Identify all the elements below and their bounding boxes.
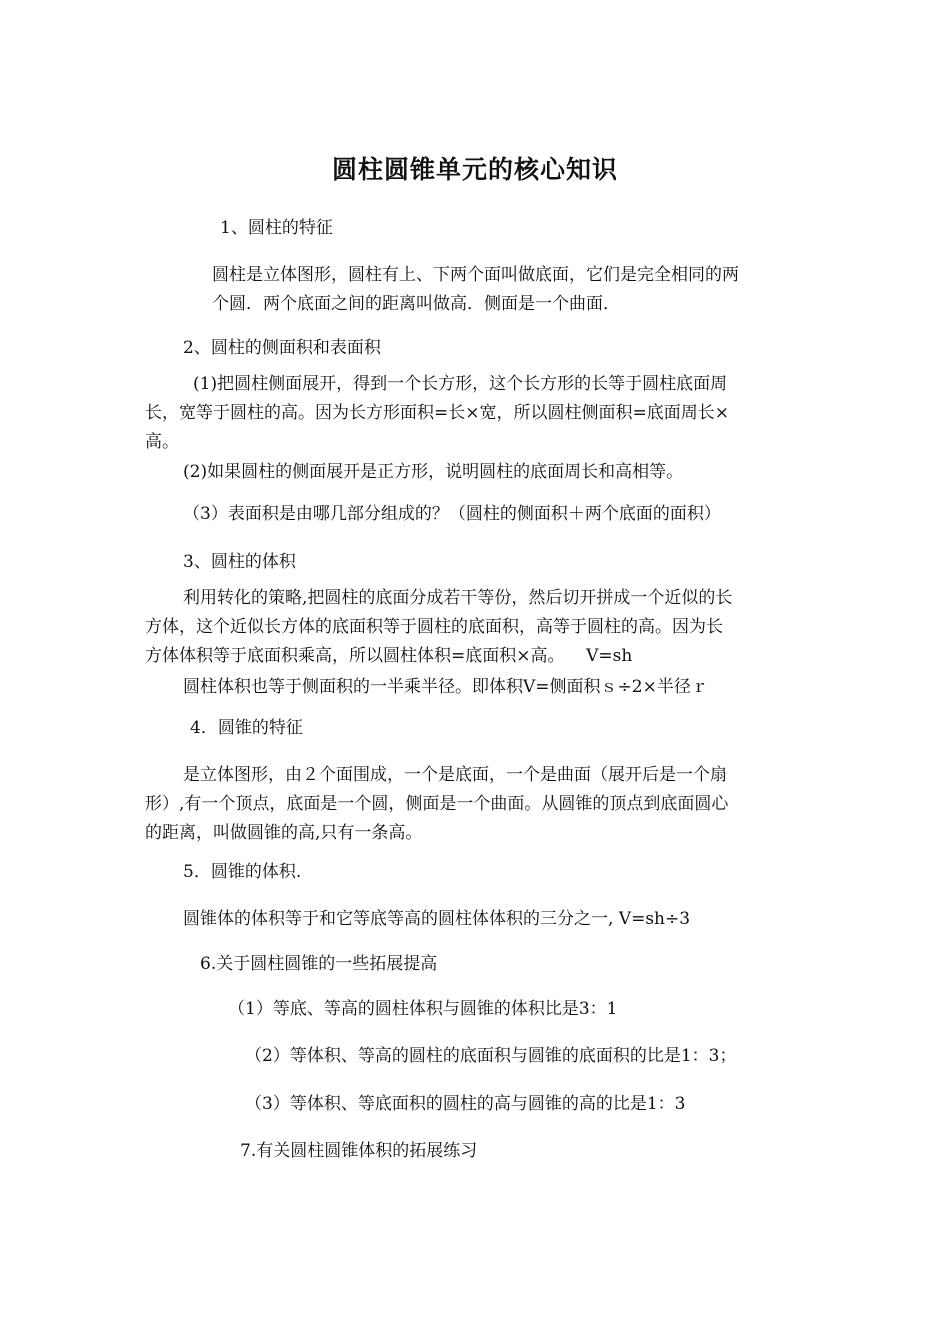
- section-3-heading: 3、圆柱的体积: [183, 552, 296, 572]
- section-1-paragraph: [212, 261, 739, 319]
- section-2-paragraph-1: [145, 370, 729, 457]
- section-6-item-1: （1）等底、等高的圆柱体积与圆锥的体积比是3：1: [228, 999, 618, 1019]
- section-1-heading: 1、圆柱的特征: [220, 218, 333, 238]
- section-2-paragraph-2: (2)如果圆柱的侧面展开是正方形，说明圆柱的底面周长和高相等。: [183, 462, 684, 482]
- paragraph-line: 圆柱是立体图形，圆柱有上、下两个面叫做底面，它们是完全相同的两: [212, 265, 739, 285]
- section-3-paragraph-2: 圆柱体积也等于侧面积的一半乘半径。即体积V=侧面积ｓ÷2×半径ｒ: [183, 677, 708, 697]
- section-6-heading: 6.关于圆柱圆锥的一些拓展提高: [200, 954, 438, 974]
- section-6-item-2: （2）等体积、等高的圆柱的底面积与圆锥的底面积的比是1：3；: [245, 1046, 737, 1066]
- paragraph-line: 方体体积等于底面积乘高，所以圆柱体积=底面积×高。 V=sh: [145, 646, 633, 666]
- paragraph-line: 个圆．两个底面之间的距离叫做高．侧面是一个曲面．: [212, 294, 620, 314]
- section-7-heading: 7.有关圆柱圆锥体积的拓展练习: [240, 1141, 478, 1161]
- paragraph-line: 长，宽等于圆柱的高。因为长方形面积=长×宽，所以圆柱侧面积=底面周长×: [145, 403, 729, 423]
- section-5-heading: 5．圆锥的体积.: [183, 862, 302, 882]
- section-3-paragraph-1: [145, 584, 732, 671]
- paragraph-line: (1)把圆柱侧面展开，得到一个长方形，这个长方形的长等于圆柱底面周: [193, 374, 728, 394]
- section-4-heading: 4．圆锥的特征: [190, 718, 303, 738]
- page-title: 圆柱圆锥单元的核心知识: [331, 155, 618, 184]
- section-6-item-3: （3）等体积、等底面积的圆柱的高与圆锥的高的比是1：3: [245, 1094, 686, 1114]
- paragraph-line: 方体，这个近似长方体的底面积等于圆柱的底面积，高等于圆柱的高。因为长: [145, 617, 723, 637]
- section-2-paragraph-3: （3）表面积是由哪几部分组成的？（圆柱的侧面积＋两个底面的面积）: [183, 504, 721, 524]
- paragraph-line: 形）,有一个顶点，底面是一个圆，侧面是一个曲面。从圆锥的顶点到底面圆心: [145, 794, 729, 814]
- section-2-heading: 2、圆柱的侧面积和表面积: [183, 338, 381, 358]
- section-5-paragraph: 圆锥体的体积等于和它等底等高的圆柱体体积的三分之一, V=sh÷3: [183, 909, 691, 929]
- paragraph-line: 是立体图形，由２个面围成，一个是底面，一个是曲面（展开后是一个扇: [183, 765, 727, 785]
- section-4-paragraph: [145, 761, 728, 848]
- paragraph-line: 利用转化的策略,把圆柱的底面分成若干等份，然后切开拼成一个近似的长: [183, 588, 733, 608]
- paragraph-line: 的距离，叫做圆锥的高,只有一条高。: [145, 823, 423, 843]
- paragraph-line: 高。: [145, 432, 179, 452]
